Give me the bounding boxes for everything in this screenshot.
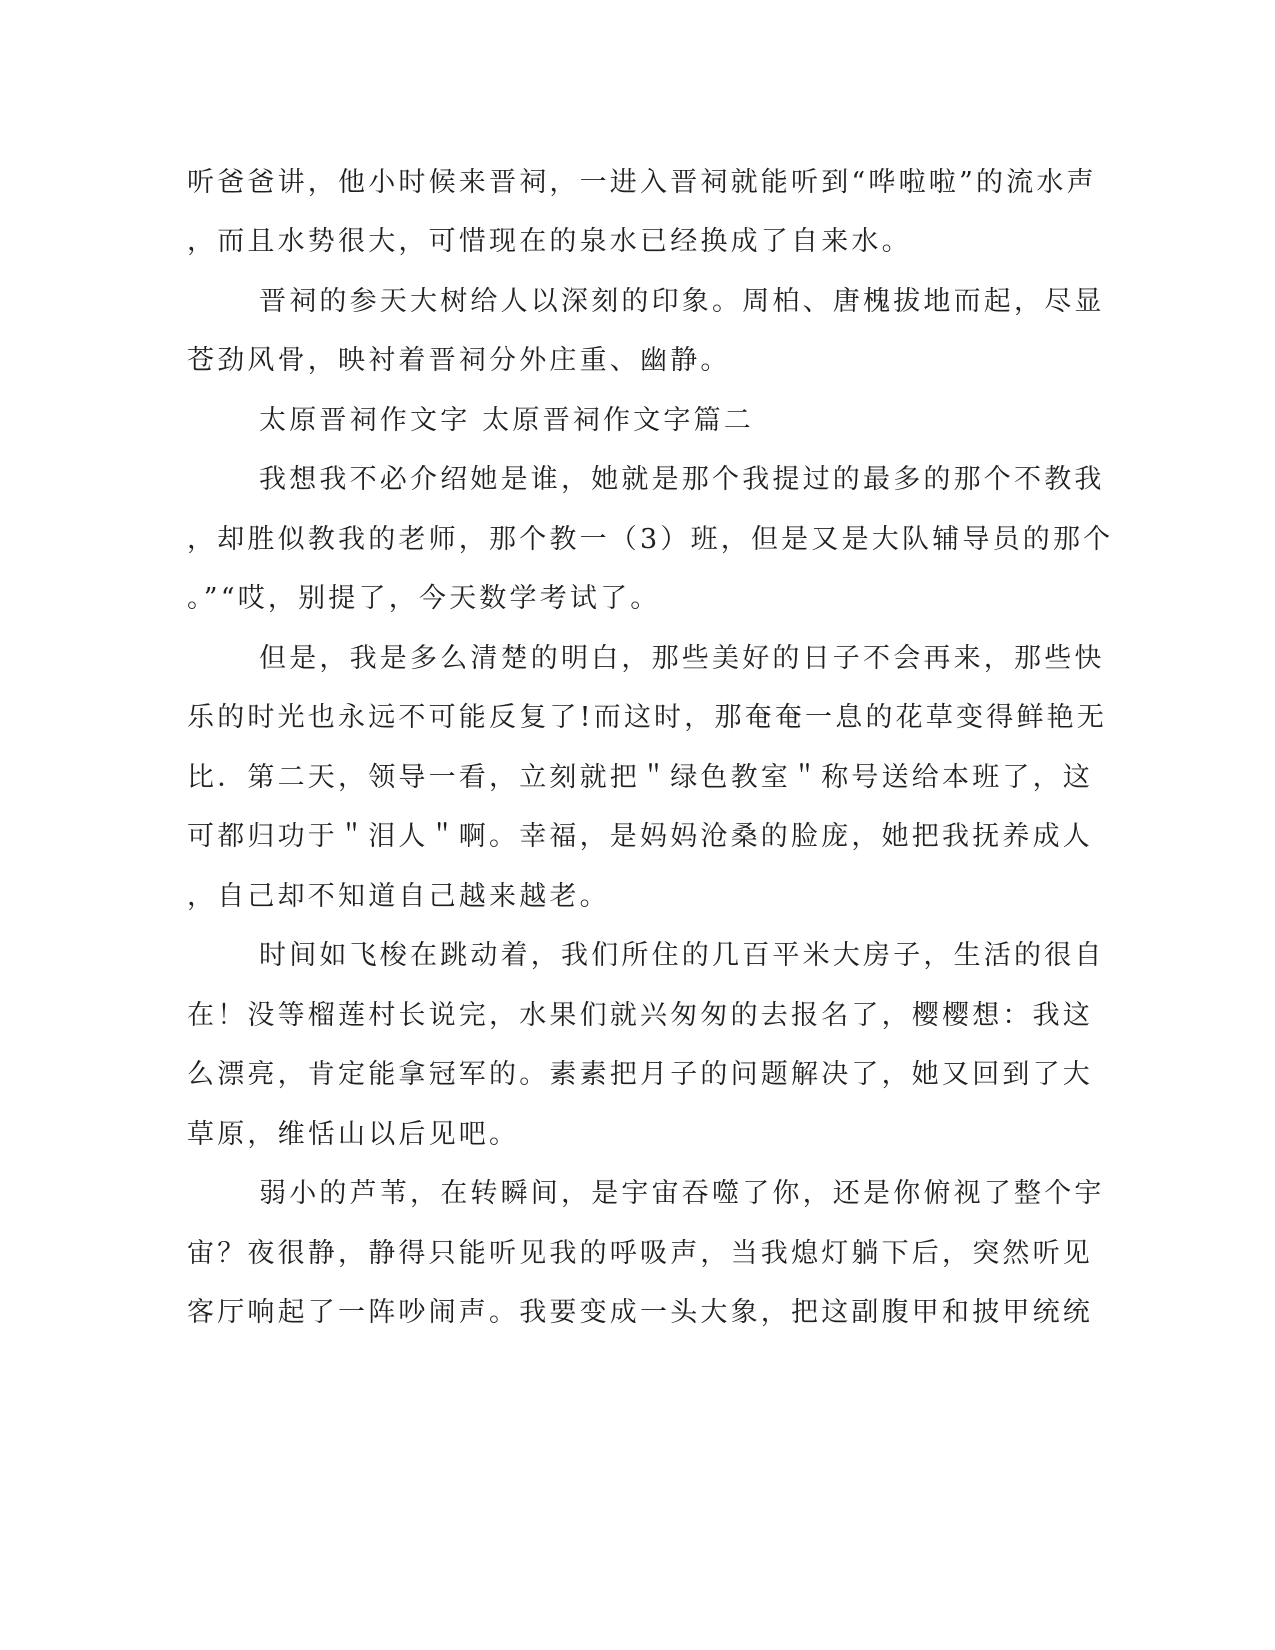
text-line: 草原，维恬山以后见吧。 — [187, 1119, 520, 1150]
paragraph-first-line: 时间如飞梭在跳动着，我们所住的几百平米大房子，生活的很自 — [259, 940, 1105, 971]
section-heading: 太原晋祠作文字 太原晋祠作文字篇二 — [259, 405, 754, 436]
text-line: 可都归功于＂泪人＂啊。幸福，是妈妈沧桑的脸庞，她把我抚养成人 — [187, 821, 1093, 852]
paragraph-first-line: 但是，我是多么清楚的明白，那些美好的日子不会再来，那些快 — [259, 643, 1105, 674]
paragraph-first-line: 我想我不必介绍她是谁，她就是那个我提过的最多的那个不教我 — [259, 464, 1105, 495]
text-line: ，却胜似教我的老师，那个教一（3）班，但是又是大队辅导员的那个 — [187, 524, 1114, 555]
text-line: 在！没等榴莲村长说完，水果们就兴匆匆的去报名了，樱樱想：我这 — [187, 1000, 1093, 1031]
paragraph-first-line: 晋祠的参天大树给人以深刻的印象。周柏、唐槐拔地而起，尽显 — [259, 286, 1105, 317]
text-line: 听爸爸讲，他小时候来晋祠，一进入晋祠就能听到“哗啦啦”的流水声 — [187, 167, 1097, 198]
text-line: 比．第二天，领导一看，立刻就把＂绿色教室＂称号送给本班了，这 — [187, 762, 1093, 793]
paragraph-first-line: 弱小的芦苇，在转瞬间，是宇宙吞噬了你，还是你俯视了整个宇 — [259, 1178, 1105, 1209]
text-line: 。”“哎，别提了，今天数学考试了。 — [187, 583, 661, 614]
text-line: 苍劲风骨，映衬着晋祠分外庄重、幽静。 — [187, 345, 731, 376]
text-line: 乐的时光也永远不可能反复了!而这时，那奄奄一息的花草变得鲜艳无 — [187, 702, 1108, 733]
text-line: ，自己却不知道自己越来越老。 — [187, 881, 610, 912]
text-line: 客厅响起了一阵吵闹声。我要变成一头大象，把这副腹甲和披甲统统 — [187, 1297, 1093, 1328]
text-line: ，而且水势很大，可惜现在的泉水已经换成了自来水。 — [187, 226, 912, 257]
text-line: 宙？夜很静，静得只能听见我的呼吸声，当我熄灯躺下后，突然听见 — [187, 1238, 1093, 1269]
text-line: 么漂亮，肯定能拿冠军的。素素把月子的问题解决了，她又回到了大 — [187, 1059, 1093, 1090]
